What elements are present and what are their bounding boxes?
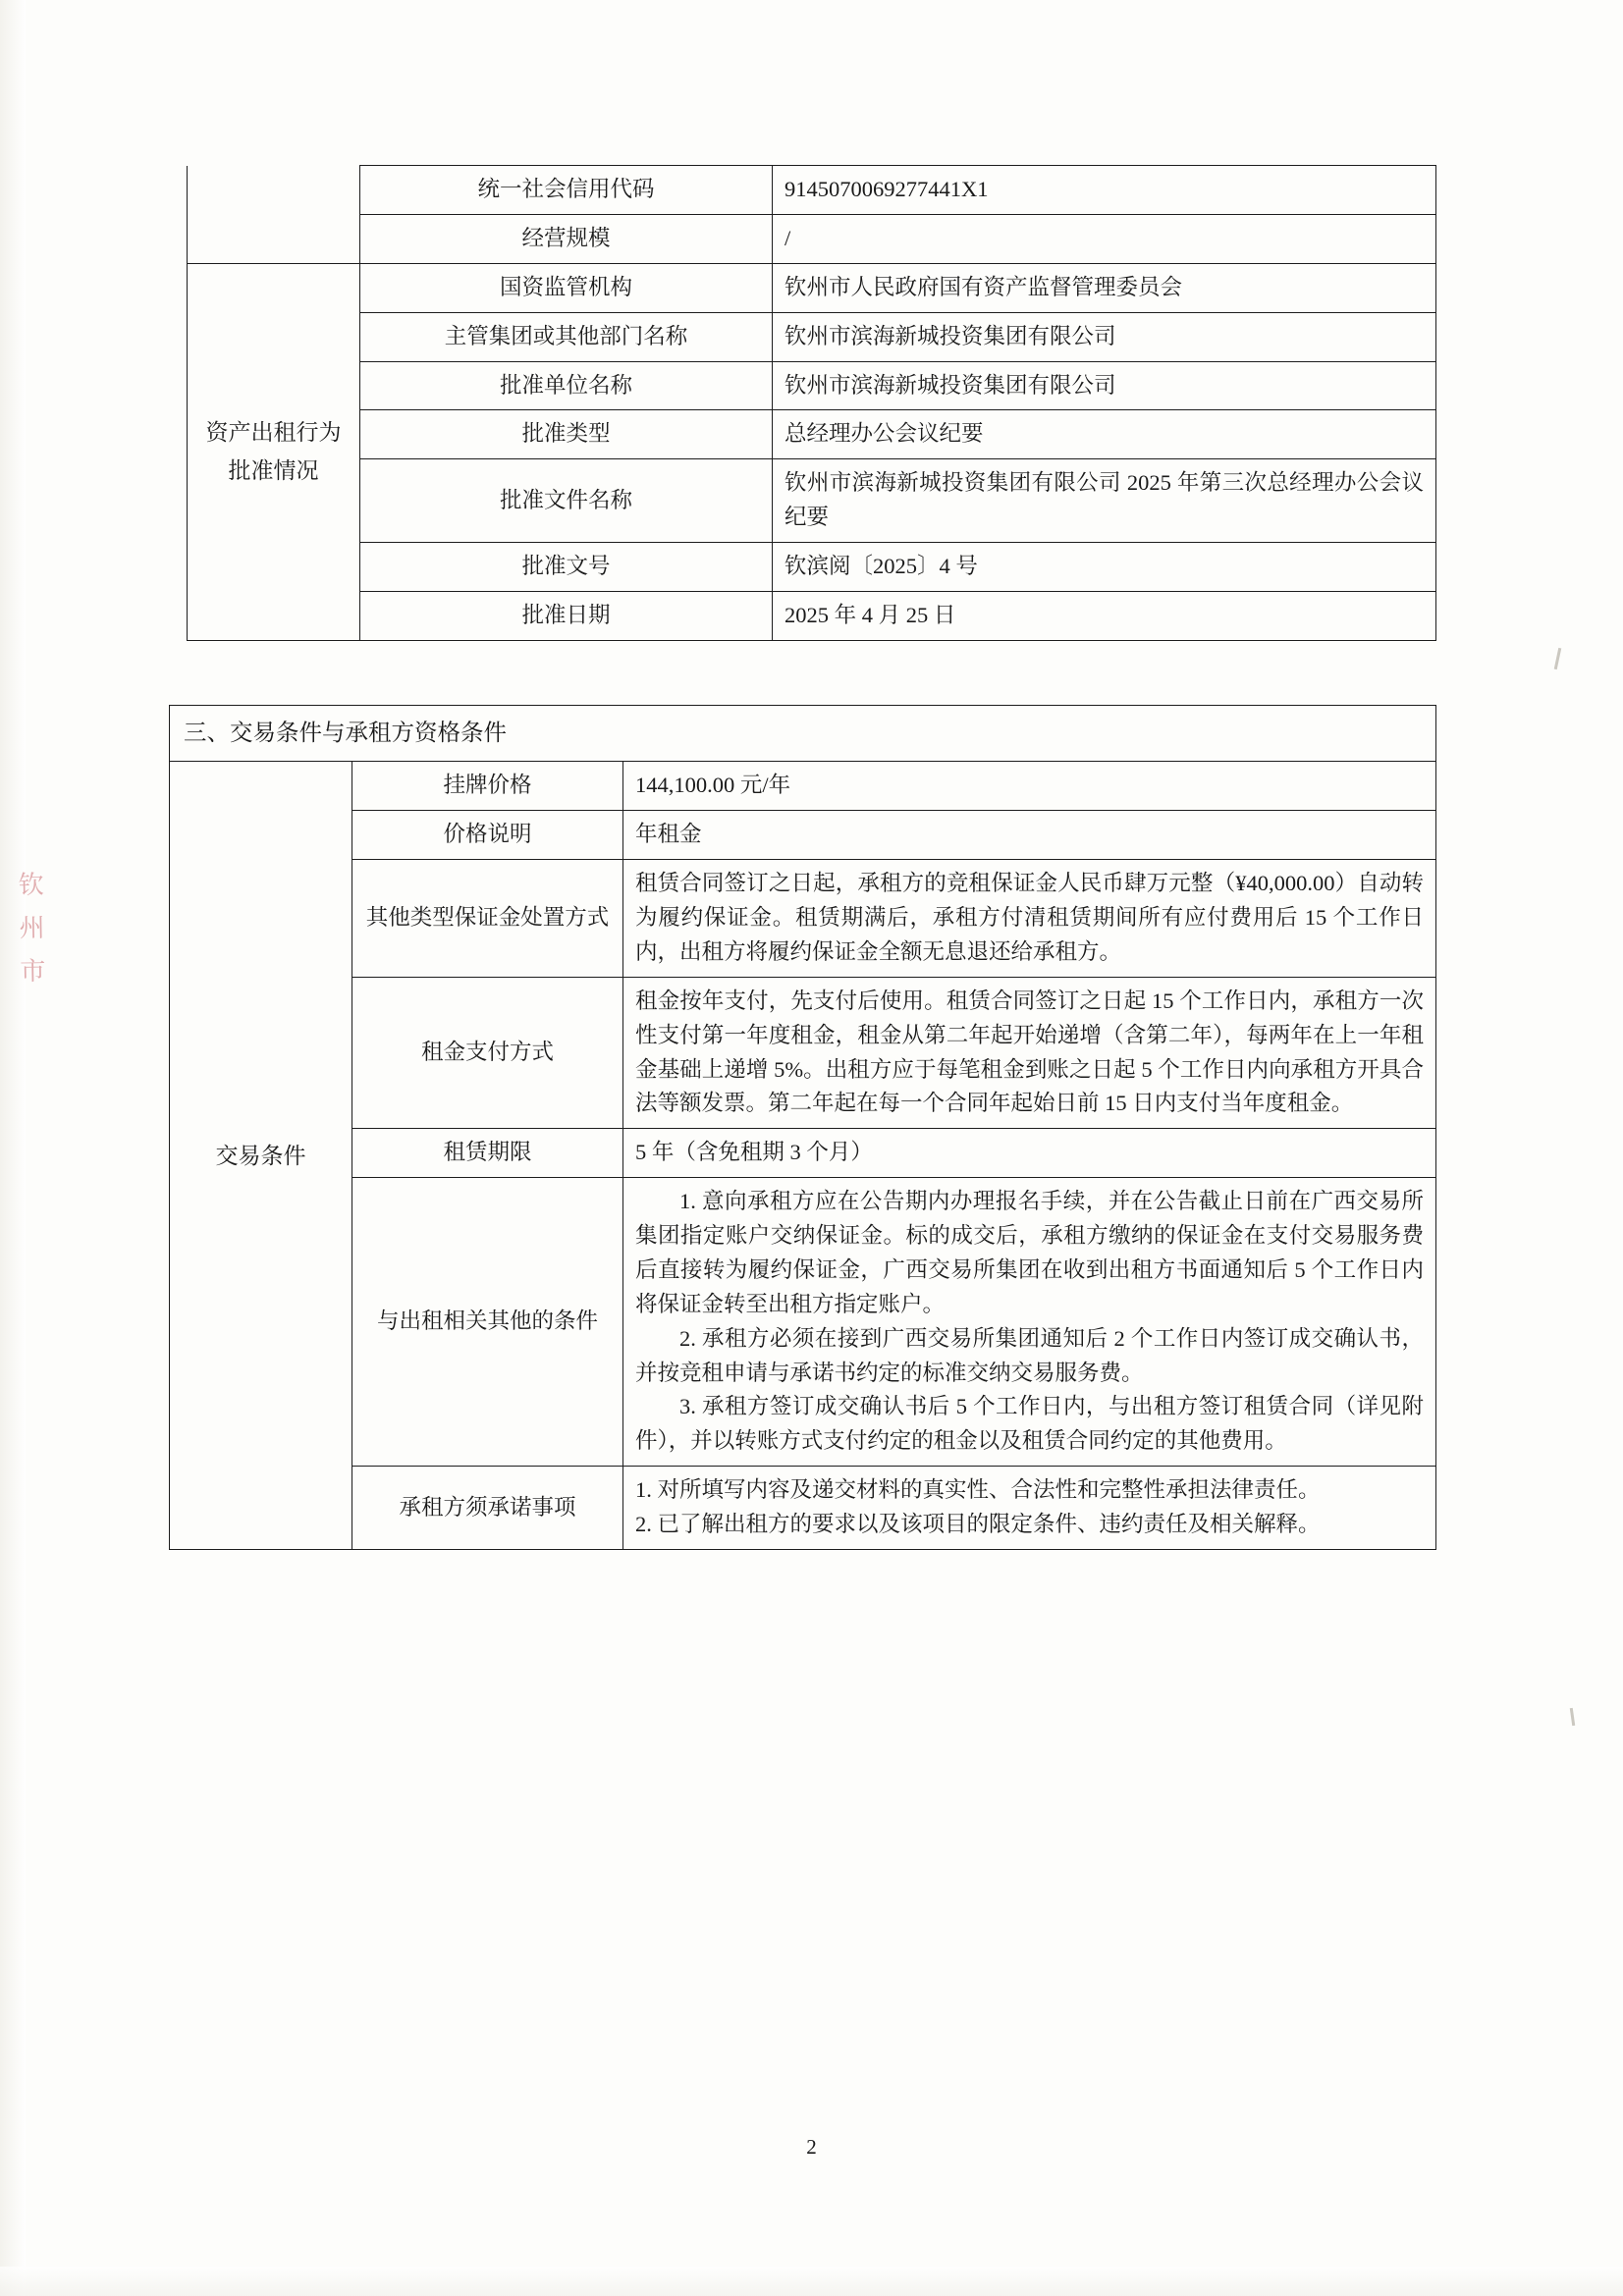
field-value: 钦滨阅〔2025〕4 号 xyxy=(773,543,1436,592)
field-value: 钦州市滨海新城投资集团有限公司 xyxy=(773,361,1436,410)
table-row xyxy=(170,860,1436,978)
field-value: 年租金 xyxy=(623,811,1436,860)
page-number: 2 xyxy=(806,2135,817,2159)
table-row xyxy=(170,1129,1436,1178)
row-group-header-approval: 资产出租行为批准情况 xyxy=(188,263,360,640)
seal-stamp-fragment: 钦 州 市 xyxy=(18,870,48,987)
table-row-section-title xyxy=(170,706,1436,762)
field-label: 批准日期 xyxy=(360,591,773,640)
field-label: 批准文件名称 xyxy=(360,459,773,543)
field-label: 批准单位名称 xyxy=(360,361,773,410)
field-value: 钦州市人民政府国有资产监督管理委员会 xyxy=(773,263,1436,312)
empty-header-cell xyxy=(188,166,360,215)
field-label: 国资监管机构 xyxy=(360,263,773,312)
scan-mark xyxy=(1570,1708,1575,1726)
field-value-multiline xyxy=(623,1178,1436,1467)
condition-paragraph: 3. 承租方签订成交确认书后 5 个工作日内，与出租方签订租赁合同（详见附件），并以转账方式支付约定的租金以及租赁合同约定的其他费用。 xyxy=(635,1394,1425,1454)
table-row xyxy=(188,214,1436,263)
table-row xyxy=(188,410,1436,459)
scan-edge-bottom xyxy=(0,2267,1623,2296)
table-row xyxy=(188,459,1436,543)
field-label: 主管集团或其他部门名称 xyxy=(360,312,773,361)
field-label: 批准文号 xyxy=(360,543,773,592)
field-value: 9145070069277441X1 xyxy=(773,166,1436,215)
condition-paragraph: 2. 承租方必须在接到广西交易所集团通知后 2 个工作日内签订成交确认书，并按竞租申请与承诺书约定的标准交纳交易服务费。 xyxy=(635,1325,1425,1385)
field-label: 统一社会信用代码 xyxy=(360,166,773,215)
field-value: 租赁合同签订之日起，承租方的竞租保证金人民币肆万元整（¥40,000.00）自动转为履约保证金。租赁期满后，承租方付清租赁期间所有应付费用后 15 个工作日内，出租方将履约保证金全额无息退还给承租方。 xyxy=(623,860,1436,978)
scan-mark xyxy=(1554,648,1562,669)
field-label: 挂牌价格 xyxy=(352,762,623,811)
table-row xyxy=(170,1178,1436,1467)
table-row xyxy=(170,1467,1436,1550)
table-row xyxy=(188,361,1436,410)
field-label: 经营规模 xyxy=(360,214,773,263)
field-value: 租金按年支付，先支付后使用。租赁合同签订之日起 15 个工作日内，承租方一次性支付第一年度租金，租金从第二年起开始递增（含第二年），每两年在上一年租金基础上递增 5%。出租方应于每笔租金到账之日起 5 个工作日内向承租方开具合法等额发票。第二年起在每一个合同年起始日前 15 日内支付当年度租金。 xyxy=(623,977,1436,1129)
table-row xyxy=(170,762,1436,811)
table-row xyxy=(188,591,1436,640)
field-value: 2025 年 4 月 25 日 xyxy=(773,591,1436,640)
scan-edge-left xyxy=(0,0,26,2296)
field-value: 144,100.00 元/年 xyxy=(623,762,1436,811)
field-label: 价格说明 xyxy=(352,811,623,860)
commitment-paragraph: 2. 已了解出租方的要求以及该项目的限定条件、违约责任及相关解释。 xyxy=(635,1512,1321,1537)
table-row xyxy=(170,977,1436,1129)
field-label: 租赁期限 xyxy=(352,1129,623,1178)
approval-info-table xyxy=(187,165,1436,641)
row-group-header-trade-conditions: 交易条件 xyxy=(170,762,352,1550)
empty-header-cell xyxy=(188,214,360,263)
section-title: 三、交易条件与承租方资格条件 xyxy=(170,706,1436,762)
table-row xyxy=(170,811,1436,860)
field-value: 总经理办公会议纪要 xyxy=(773,410,1436,459)
field-value: 钦州市滨海新城投资集团有限公司 xyxy=(773,312,1436,361)
field-label: 其他类型保证金处置方式 xyxy=(352,860,623,978)
commitment-paragraph: 1. 对所填写内容及递交材料的真实性、合法性和完整性承担法律责任。 xyxy=(635,1477,1321,1503)
field-label: 租金支付方式 xyxy=(352,977,623,1129)
condition-paragraph: 1. 意向承租方应在公告期内办理报名手续，并在公告截止日前在广西交易所集团指定账户交纳保证金。标的成交后，承租方缴纳的保证金在支付交易服务费后直接转为履约保证金，广西交易所集团在收到出租方书面通知后 5 个工作日内将保证金转至出租方指定账户。 xyxy=(635,1189,1425,1316)
trade-conditions-table xyxy=(169,705,1436,1550)
field-value: 钦州市滨海新城投资集团有限公司 2025 年第三次总经理办公会议纪要 xyxy=(773,459,1436,543)
table-row xyxy=(188,166,1436,215)
table-row xyxy=(188,312,1436,361)
field-value: 5 年（含免租期 3 个月） xyxy=(623,1129,1436,1178)
table-row xyxy=(188,263,1436,312)
field-label: 承租方须承诺事项 xyxy=(352,1467,623,1550)
field-value-multiline xyxy=(623,1467,1436,1550)
table-row xyxy=(188,543,1436,592)
field-label: 与出租相关其他的条件 xyxy=(352,1178,623,1467)
field-value: / xyxy=(773,214,1436,263)
field-label: 批准类型 xyxy=(360,410,773,459)
